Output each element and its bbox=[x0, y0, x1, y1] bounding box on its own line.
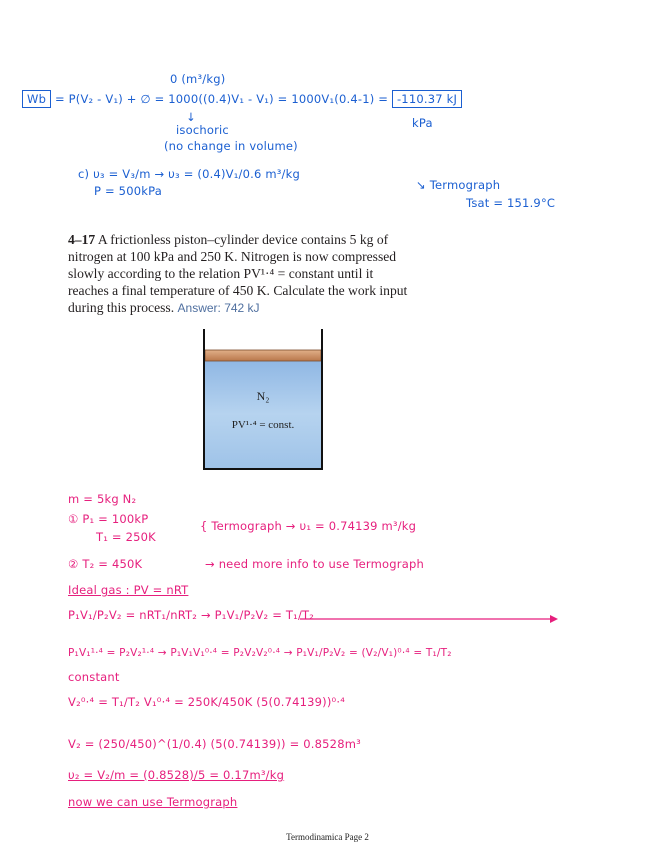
v2-power-equation: V₂⁰·⁴ = T₁/T₂ V₁⁰·⁴ = 250K/450K (5(0.74139))⁰·⁴ bbox=[68, 695, 346, 709]
ratio-equation: P₁V₁/P₂V₂ = nRT₁/nRT₂ → P₁V₁/P₂V₂ = T₁/T₂ bbox=[68, 608, 315, 622]
termograph-arrow-note: ↘ Termograph bbox=[416, 178, 501, 192]
problem-line-4: reaches a final temperature of 450 K. Calculate the work input bbox=[68, 283, 408, 298]
piston bbox=[205, 350, 321, 361]
v2-value-equation: V₂ = (250/450)^(1/0.4) (5(0.74139)) = 0.8528m³ bbox=[68, 737, 361, 751]
part-c-pressure: P = 500kPa bbox=[94, 184, 162, 198]
gas-label: N₂ bbox=[256, 389, 270, 403]
state1-pressure: ① P₁ = 100kP bbox=[68, 512, 149, 526]
note-zero: 0 (m³/kg) bbox=[170, 72, 226, 86]
tsat-note: Tsat = 151.9°C bbox=[466, 196, 556, 210]
page-footer: Termodinamica Page 2 bbox=[286, 832, 369, 842]
problem-line-1 bbox=[68, 231, 588, 248]
state2-note: → need more info to use Termograph bbox=[205, 557, 424, 571]
problem-text-5: during this process. bbox=[68, 300, 175, 315]
relation-label: PV¹·⁴ = const. bbox=[231, 419, 295, 431]
piston-cylinder-figure bbox=[199, 329, 327, 470]
problem-line-3: slowly according to the relation PV¹·⁴ = constant until it bbox=[68, 266, 374, 281]
ratio-arrow bbox=[300, 614, 560, 624]
constant-note: constant bbox=[68, 670, 120, 684]
problem-line-5 bbox=[68, 299, 588, 317]
state1-termograph: { Termograph → υ₁ = 0.74139 m³/kg bbox=[200, 519, 417, 533]
problem-number: 4–17 bbox=[68, 232, 96, 247]
arrow-down-note: ↓ bbox=[186, 110, 196, 124]
wb-equation: = P(V₂ - V₁) + ∅ = 1000((0.4)V₁ - V₁) = 1000V₁(0.4-1) = bbox=[54, 92, 389, 106]
state2-temperature: ② T₂ = 450K bbox=[68, 557, 143, 571]
gas-region bbox=[205, 360, 321, 468]
problem-statement bbox=[68, 231, 588, 317]
isochoric-note: isochoric bbox=[176, 123, 229, 137]
polytropic-equation: P₁V₁¹·⁴ = P₂V₂¹·⁴ → P₁V₁V₁⁰·⁴ = P₂V₂V₂⁰·⁴ → P₁V₁/P₂V₂ = (V₂/V₁)⁰·⁴ = T₁/T₂ bbox=[68, 647, 452, 659]
ideal-gas-heading: Ideal gas : PV = nRT bbox=[68, 583, 189, 597]
problem-text-1: A frictionless piston–cylinder device contains 5 kg of bbox=[97, 232, 389, 247]
problem-line-2: nitrogen at 100 kPa and 250 K. Nitrogen is now compressed bbox=[68, 249, 397, 264]
part-c-specific-volume: c) υ₃ = V₃/m → υ₃ = (0.4)V₁/0.6 m³/kg bbox=[78, 167, 300, 181]
wb-label-box: Wb bbox=[22, 90, 51, 108]
mass-note: m = 5kg N₂ bbox=[68, 492, 137, 506]
kpa-note: kPa bbox=[412, 116, 433, 130]
work-equation-line bbox=[22, 92, 462, 106]
now-use-termograph: now we can use Termograph bbox=[68, 795, 238, 809]
problem-answer: Answer: 742 kJ bbox=[177, 301, 260, 315]
wb-result-box: -110.37 kJ bbox=[392, 90, 462, 108]
state1-temperature: T₁ = 250K bbox=[96, 530, 156, 544]
no-change-note: (no change in volume) bbox=[164, 139, 298, 153]
v2-specific-volume: υ₂ = V₂/m = (0.8528)/5 = 0.17m³/kg bbox=[68, 768, 285, 782]
